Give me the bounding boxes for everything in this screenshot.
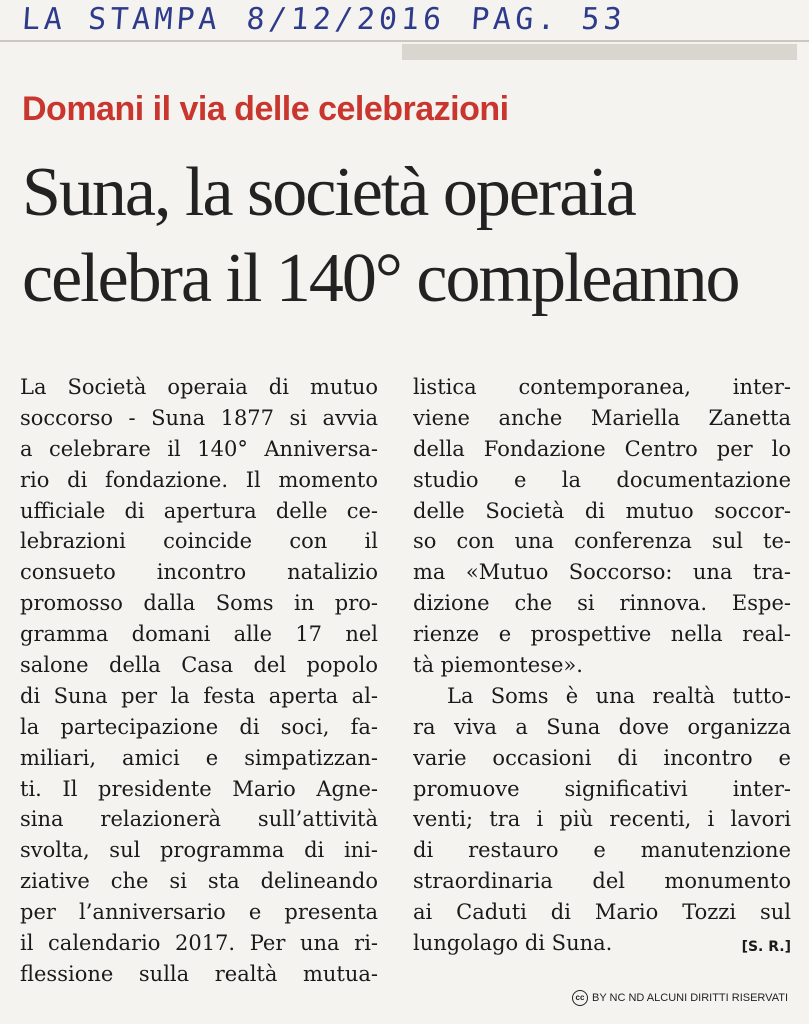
article-text-line: delle Società di mutuo soccor- (413, 498, 791, 523)
top-rule (0, 40, 809, 42)
license-text: BY NC ND ALCUNI DIRITTI RISERVATI (592, 991, 788, 1004)
article-text-line: listica contemporanea, inter- (413, 375, 791, 399)
top-gray-band (402, 44, 797, 60)
article-text-line: svolta, sul programma di ini- (20, 838, 378, 863)
article-text-line: il calendario 2017. Per una ri- (20, 931, 378, 956)
creative-commons-icon: cc (572, 990, 588, 1006)
handwritten-date: 8/12/2016 (245, 2, 447, 37)
article-text-line: soccorso - Suna 1877 si avvia (20, 405, 378, 430)
article-text-line: di Suna per la festa aperta al- (20, 683, 378, 708)
article-text-line: consueto incontro natalizio (20, 560, 378, 585)
article-text-line: La Società operaia di mutuo (20, 375, 378, 399)
article-text-line: sina relazionerà sull’attività (20, 807, 378, 832)
article-text-line: straordinaria del monumento (413, 869, 791, 894)
article-column-left (20, 372, 378, 990)
handwritten-source-note (21, 2, 653, 37)
author-signature: [S. R.] (741, 939, 791, 956)
article-column-right (413, 372, 791, 963)
article-text-line: dizione che si rinnova. Espe- (413, 591, 791, 616)
article-text-line: venti; tra i più recenti, i lavori (413, 807, 791, 832)
article-text-line: rio di fondazione. Il momento (20, 467, 378, 492)
article-text-line: per l’anniversario e presenta (20, 900, 378, 925)
article-text-line: miliari, amici e simpatizzan- (20, 745, 378, 770)
article-text-line: ti. Il presidente Mario Agne- (20, 776, 378, 801)
article-text-line: la partecipazione di soci, fa- (20, 714, 378, 739)
article-headline (22, 150, 802, 322)
handwritten-page: PAG. 53 (469, 2, 627, 37)
license-notice (572, 990, 788, 1006)
article-text-line: so con una conferenza sul te- (413, 529, 791, 554)
article-text-line: ai Caduti di Mario Tozzi sul (413, 900, 791, 925)
article-text-line: ziative che si sta delineando (20, 869, 378, 894)
article-text-line: rienze e prospettive nella real- (413, 622, 791, 647)
article-text-line: promosso dalla Soms in pro- (20, 591, 378, 616)
article-text-line: salone della Casa del popolo (20, 653, 378, 678)
article-text-line: ra viva a Suna dove organizza (413, 714, 791, 739)
article-text-line: tà piemontese». (413, 653, 583, 678)
headline-line-2: celebra il 140° compleanno (22, 240, 739, 317)
article-text-line: gramma domani alle 17 nel (20, 622, 378, 647)
article-text-line: ufficiale di apertura delle ce- (20, 498, 378, 523)
headline-line-1: Suna, la società operaia (22, 154, 635, 231)
article-text-line: a celebrare il 140° Anniversa- (20, 436, 378, 461)
article-text-line: La Soms è una realtà tutto- (447, 683, 791, 708)
article-text-line: ma «Mutuo Soccorso: una tra- (413, 560, 791, 585)
article-text-line: promuove significativi inter- (413, 776, 791, 801)
article-text-line: studio e la documentazione (413, 467, 791, 492)
article-text-line: di restauro e manutenzione (413, 838, 791, 863)
article-text-line: della Fondazione Centro per lo (413, 436, 791, 461)
article-text-line: viene anche Mariella Zanetta (413, 405, 791, 430)
article-kicker: Domani il via delle celebrazioni (22, 90, 509, 128)
article-text-line: flessione sulla realtà mutua- (20, 961, 378, 986)
article-text-line: varie occasioni di incontro e (413, 745, 791, 770)
handwritten-newspaper-name: LA STAMPA (20, 2, 222, 37)
article-text-line: lebrazioni coincide con il (20, 529, 378, 554)
article-text-line: lungolago di Suna. [S. R.] (413, 928, 791, 959)
